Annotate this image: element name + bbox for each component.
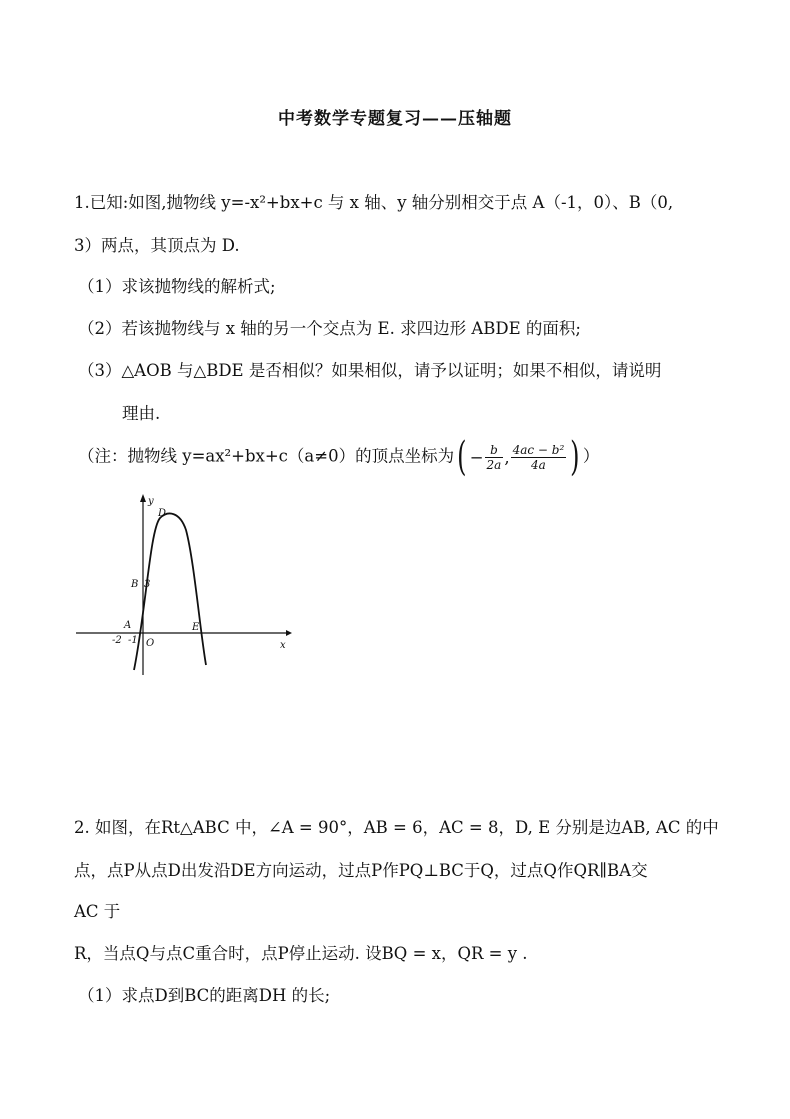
q1-part2: （2）若该抛物线与 x 轴的另一个交点为 E. 求四边形 ABDE 的面积; bbox=[78, 319, 581, 338]
label-x: x bbox=[280, 640, 286, 651]
label-y: y bbox=[148, 496, 154, 507]
vertex-formula: ( − $\frac{b}{2a}$ , $\frac{\text{4ac − b²}}{4a}$ ) bbox=[457, 434, 580, 480]
q2-stem-line4: R，当点Q与点C重合时，点P停止运动. 设BQ = x，QR = y . bbox=[74, 944, 528, 963]
label-neg1: -1 bbox=[128, 635, 138, 646]
page-title: 中考数学专题复习——压轴题 bbox=[278, 109, 512, 129]
x-axis-arrow bbox=[286, 630, 292, 636]
y-axis-arrow bbox=[140, 494, 146, 502]
q1-part3-line1: （3）△AOB 与△BDE 是否相似？如果相似，请予以证明；如果不相似，请说明 bbox=[78, 361, 662, 380]
q2-stem-line1: 2. 如图，在Rt△ABC 中，∠A = 90°，AB = 6，AC = 8，D, E 分别是边AB, AC 的中 bbox=[74, 818, 719, 837]
parabola-curve bbox=[134, 514, 206, 670]
q1-stem-line2: 3）两点，其顶点为 D. bbox=[74, 236, 240, 255]
q1-stem-line1: 1.已知:如图,抛物线 y=-x²+bx+c 与 x 轴、y 轴分别相交于点 A（-1，0）、B（0, bbox=[74, 193, 674, 212]
q2-stem-line2: 点，点P从点D出发沿DE方向运动，过点P作PQ⊥BC于Q，过点Q作QR∥BA交 bbox=[74, 861, 648, 880]
label-E: E bbox=[192, 622, 200, 633]
label-D: D bbox=[158, 508, 167, 519]
label-A: A bbox=[124, 620, 132, 631]
parabola-figure bbox=[76, 490, 296, 680]
q1-note bbox=[78, 434, 600, 480]
q1-part1: （1）求该抛物线的解析式; bbox=[78, 277, 276, 296]
frac-x: $\frac{b}{2a}$ bbox=[486, 442, 502, 472]
label-O: O bbox=[146, 638, 155, 649]
q2-stem-line3: AC 于 bbox=[74, 902, 121, 921]
label-B: B bbox=[131, 579, 139, 590]
frac-y: $\frac{\text{4ac − b²}}{4a}$ bbox=[512, 442, 565, 472]
q1-note-prefix: （注：抛物线 y=ax²+bx+c（a≠0）的顶点坐标为 bbox=[78, 446, 455, 466]
label-3: 3 bbox=[144, 579, 151, 590]
q1-part3-line2: 理由. bbox=[122, 404, 161, 423]
q1-note-suffix: ） bbox=[582, 446, 600, 466]
label-neg2: -2 bbox=[112, 635, 122, 646]
q2-part1: （1）求点D到BC的距离DH 的长; bbox=[78, 986, 331, 1005]
